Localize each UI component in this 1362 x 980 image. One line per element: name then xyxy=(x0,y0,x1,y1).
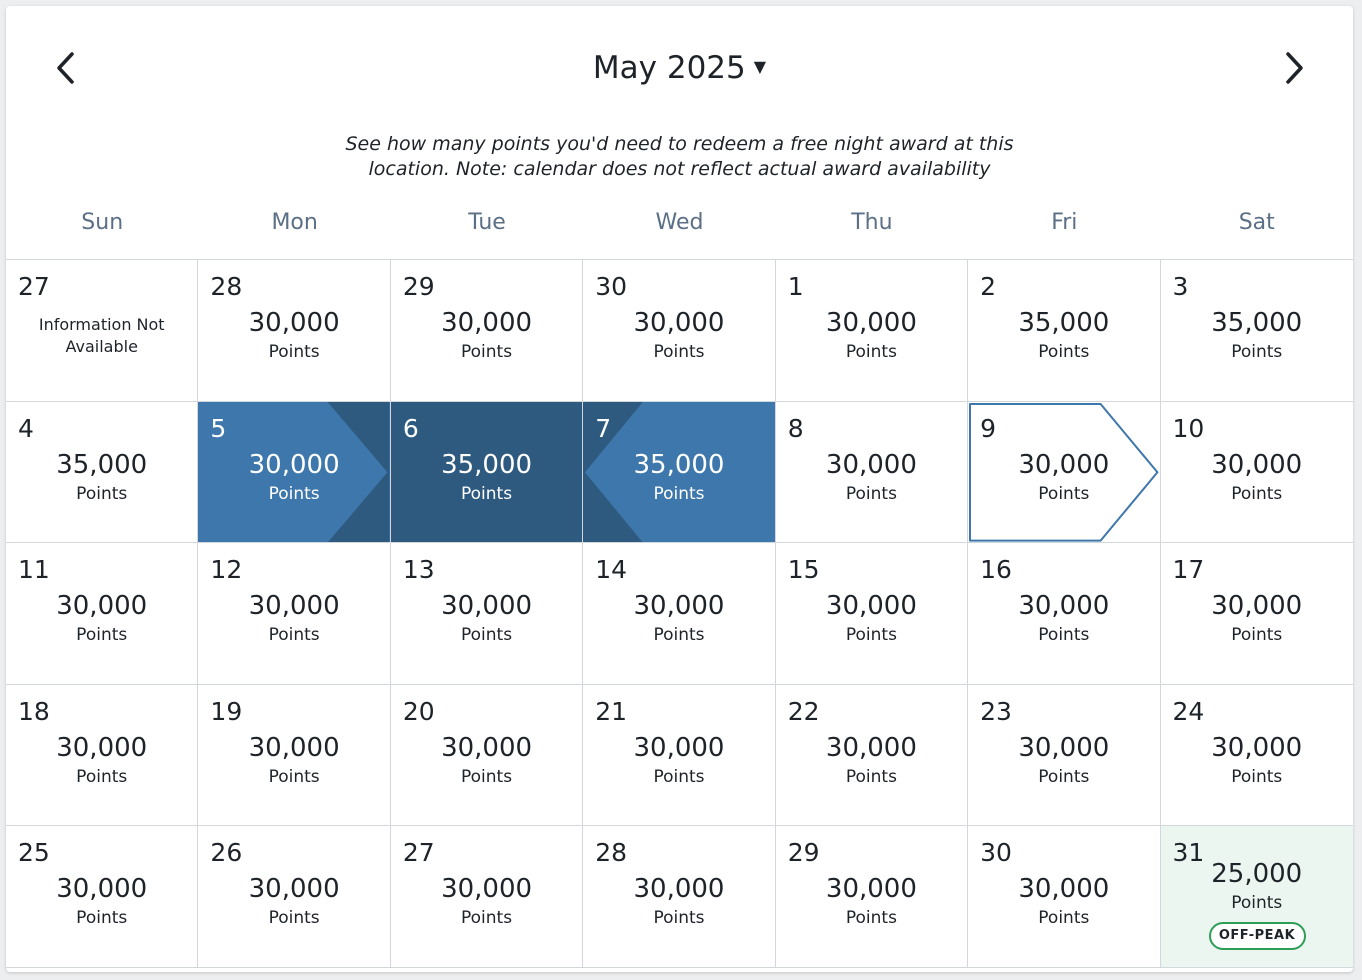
day-cell[interactable] xyxy=(198,543,390,685)
day-cell[interactable] xyxy=(776,260,968,402)
points-value: 25,000 xyxy=(1211,859,1303,890)
points-label: Points xyxy=(845,483,897,504)
day-number: 27 xyxy=(18,272,50,301)
off-peak-badge: OFF-PEAK xyxy=(1209,922,1306,950)
unavailable-note: Information Not Available xyxy=(38,315,165,356)
weekday-tue: Tue xyxy=(468,210,506,235)
points-value: 30,000 xyxy=(248,874,340,905)
points-value: 30,000 xyxy=(825,449,917,480)
points-value: 30,000 xyxy=(248,591,340,622)
day-cell[interactable] xyxy=(391,826,583,968)
day-number: 19 xyxy=(210,696,243,726)
points-label: Points xyxy=(461,766,513,787)
day-cell[interactable] xyxy=(6,826,198,968)
day-number: 1 xyxy=(787,272,804,301)
weekday-sun: Sun xyxy=(81,210,124,235)
day-number: 17 xyxy=(1172,555,1205,585)
points-label: Points xyxy=(461,908,513,929)
day-number: 10 xyxy=(1172,413,1205,443)
points-value: 30,000 xyxy=(1018,874,1110,905)
points-value: 30,000 xyxy=(825,874,917,905)
weekday-sat: Sat xyxy=(1238,210,1275,235)
day-cell[interactable] xyxy=(6,685,198,827)
day-number: 29 xyxy=(787,838,820,868)
points-label: Points xyxy=(1038,483,1090,504)
points-label: Points xyxy=(653,766,705,787)
calendar-note: See how many points you'd need to redeem a free night award at this location. Note: calendar does not reflect actual award availability xyxy=(345,133,1014,180)
day-number: 13 xyxy=(402,555,435,585)
points-value: 30,000 xyxy=(825,732,917,763)
points-value: 30,000 xyxy=(56,732,148,763)
month-label: May 2025 xyxy=(592,50,746,86)
day-number: 18 xyxy=(18,696,50,726)
day-cell[interactable] xyxy=(968,826,1160,968)
day-cell[interactable] xyxy=(1161,685,1353,827)
day-cell[interactable] xyxy=(583,543,775,685)
points-value: 35,000 xyxy=(1018,308,1110,338)
day-number: 31 xyxy=(1172,838,1205,868)
day-cell[interactable] xyxy=(6,260,198,402)
points-label: Points xyxy=(461,483,513,504)
day-cell[interactable] xyxy=(1161,402,1353,544)
points-value: 30,000 xyxy=(441,308,533,338)
points-value: 30,000 xyxy=(248,449,340,480)
points-value: 30,000 xyxy=(1018,449,1110,480)
day-cell[interactable] xyxy=(1161,826,1353,968)
points-label: Points xyxy=(76,766,128,787)
day-number: 12 xyxy=(210,555,243,585)
points-value: 30,000 xyxy=(441,591,533,622)
points-value: 30,000 xyxy=(441,874,533,905)
day-cell[interactable] xyxy=(968,543,1160,685)
points-value: 30,000 xyxy=(56,874,148,905)
award-calendar xyxy=(6,6,1353,972)
points-value: 30,000 xyxy=(248,732,340,763)
day-number: 28 xyxy=(210,272,243,301)
day-cell[interactable] xyxy=(583,685,775,827)
points-value: 30,000 xyxy=(1018,732,1110,763)
day-cell[interactable] xyxy=(1161,260,1353,402)
day-number: 21 xyxy=(595,696,628,726)
points-label: Points xyxy=(461,342,513,362)
day-cell[interactable] xyxy=(583,402,775,544)
points-label: Points xyxy=(653,342,705,362)
day-cell[interactable] xyxy=(391,543,583,685)
day-cell[interactable] xyxy=(1161,543,1353,685)
day-number: 23 xyxy=(980,696,1012,726)
day-cell[interactable] xyxy=(776,402,968,544)
day-cell[interactable] xyxy=(198,685,390,827)
day-number: 30 xyxy=(980,838,1012,868)
points-value: 35,000 xyxy=(56,449,148,480)
points-value: 30,000 xyxy=(633,308,725,338)
points-label: Points xyxy=(268,766,320,787)
points-label: Points xyxy=(1038,766,1090,787)
day-cell[interactable] xyxy=(391,685,583,827)
day-number: 4 xyxy=(18,413,34,443)
day-cell[interactable] xyxy=(198,826,390,968)
day-number: 5 xyxy=(210,413,227,443)
weekday-fri: Fri xyxy=(1051,210,1078,235)
weekday-thu: Thu xyxy=(851,210,893,235)
day-cell[interactable] xyxy=(583,826,775,968)
points-label: Points xyxy=(1038,342,1090,362)
points-label: Points xyxy=(1231,766,1283,787)
day-number: 2 xyxy=(980,272,997,301)
day-cell[interactable] xyxy=(391,260,583,402)
day-cell[interactable] xyxy=(198,260,390,402)
day-number: 15 xyxy=(787,555,820,585)
day-number: 28 xyxy=(595,838,628,868)
day-cell[interactable] xyxy=(968,260,1160,402)
points-value: 30,000 xyxy=(248,308,340,338)
points-value: 35,000 xyxy=(633,449,725,480)
points-label: Points xyxy=(76,908,128,929)
points-label: Points xyxy=(76,625,128,646)
points-value: 35,000 xyxy=(1211,308,1303,338)
points-value: 30,000 xyxy=(825,591,917,622)
day-number: 14 xyxy=(595,555,628,585)
points-value: 30,000 xyxy=(56,591,148,622)
day-cell[interactable] xyxy=(968,685,1160,827)
points-label: Points xyxy=(461,625,513,646)
day-cell[interactable] xyxy=(776,685,968,827)
day-cell[interactable] xyxy=(6,543,198,685)
day-number: 27 xyxy=(402,838,435,868)
day-number: 22 xyxy=(787,696,820,726)
weekday-wed: Wed xyxy=(655,210,704,235)
day-number: 7 xyxy=(595,413,612,443)
day-cell[interactable] xyxy=(776,543,968,685)
points-label: Points xyxy=(76,483,128,504)
day-number: 29 xyxy=(402,272,435,301)
points-label: Points xyxy=(268,483,320,504)
points-value: 30,000 xyxy=(825,308,917,338)
day-number: 30 xyxy=(595,272,628,301)
points-value: 30,000 xyxy=(633,732,725,763)
day-number: 11 xyxy=(18,555,50,585)
points-label: Points xyxy=(845,766,897,787)
caret-down-icon: ▼ xyxy=(753,57,767,76)
points-value: 30,000 xyxy=(441,732,533,763)
points-label: Points xyxy=(1231,483,1283,504)
day-cell[interactable] xyxy=(198,402,390,544)
day-number: 24 xyxy=(1172,696,1205,726)
day-number: 8 xyxy=(787,413,804,443)
points-value: 30,000 xyxy=(633,874,725,905)
points-label: Points xyxy=(845,342,897,362)
day-number: 25 xyxy=(18,838,50,868)
day-number: 16 xyxy=(980,555,1012,585)
points-value: 35,000 xyxy=(441,449,533,480)
day-number: 9 xyxy=(980,413,997,443)
day-cell[interactable] xyxy=(776,826,968,968)
day-number: 20 xyxy=(402,696,435,726)
day-number: 6 xyxy=(402,413,419,443)
calendar-grid xyxy=(6,259,1353,968)
weekday-mon: Mon xyxy=(271,210,318,235)
day-cell[interactable] xyxy=(583,260,775,402)
points-value: 30,000 xyxy=(1211,591,1303,622)
points-label: Points xyxy=(1231,342,1283,362)
points-label: Points xyxy=(268,342,320,362)
points-value: 30,000 xyxy=(633,591,725,622)
month-selector[interactable] xyxy=(6,50,1353,86)
day-cell[interactable] xyxy=(391,402,583,544)
next-month-button[interactable] xyxy=(1272,46,1316,90)
points-label: Points xyxy=(845,625,897,646)
points-label: Points xyxy=(1038,625,1090,646)
day-cell[interactable] xyxy=(968,402,1160,544)
points-label: Points xyxy=(1231,625,1283,646)
points-label: Points xyxy=(653,625,705,646)
weekday-header xyxy=(6,210,1353,242)
points-value: 30,000 xyxy=(1018,591,1110,622)
day-number: 26 xyxy=(210,838,243,868)
day-number: 3 xyxy=(1172,272,1189,301)
points-value: 30,000 xyxy=(1211,732,1303,763)
day-cell[interactable] xyxy=(6,402,198,544)
points-label: Points xyxy=(653,908,705,929)
points-label: Points xyxy=(653,483,705,504)
points-label: Points xyxy=(1231,893,1283,914)
chevron-right-icon xyxy=(1283,51,1305,85)
points-value: 30,000 xyxy=(1211,449,1303,480)
points-label: Points xyxy=(268,625,320,646)
points-label: Points xyxy=(845,908,897,929)
points-label: Points xyxy=(268,908,320,929)
points-label: Points xyxy=(1038,908,1090,929)
